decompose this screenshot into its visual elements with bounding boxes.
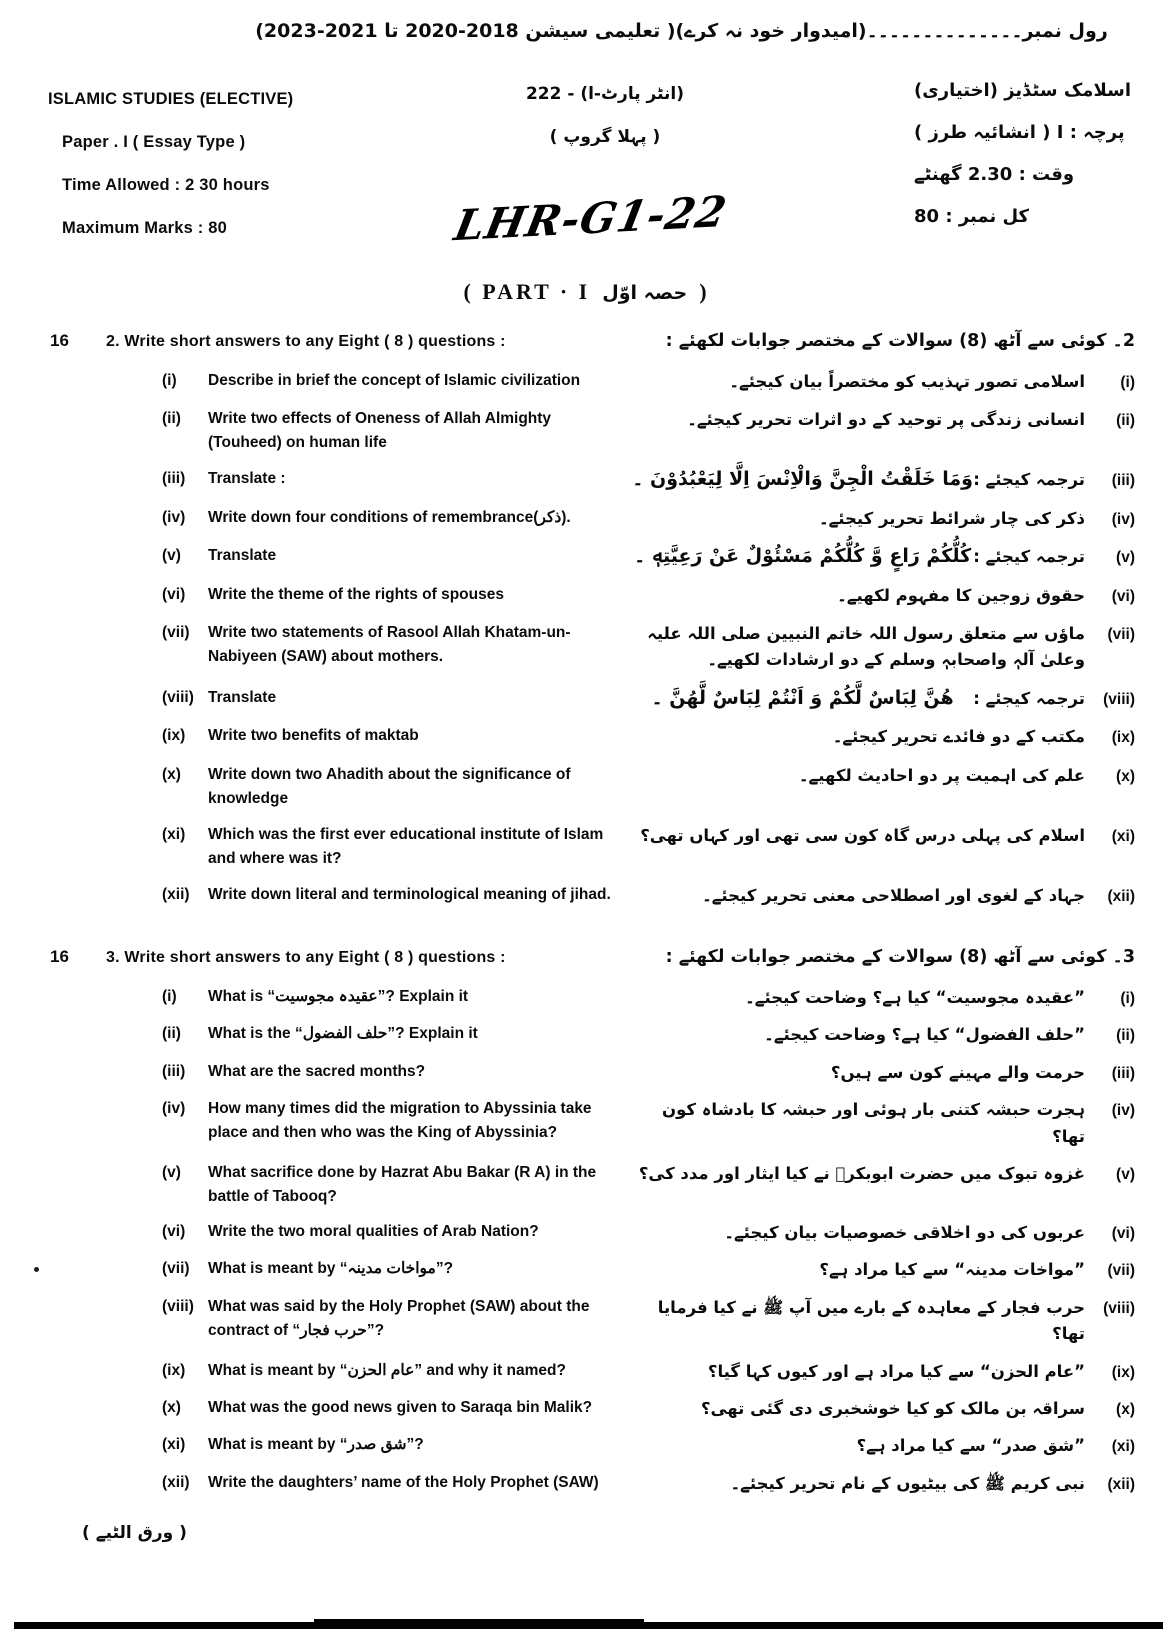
question-number-ur: (ix)	[1111, 1363, 1135, 1381]
question-en	[162, 1396, 632, 1420]
question-number-ur: (iv)	[1111, 1102, 1135, 1120]
question-text-ur: عربوں کی دو اخلاقی خصوصیات بیان کیجئے۔	[724, 1222, 1085, 1242]
question-en	[162, 544, 632, 568]
question-row	[162, 1471, 1135, 1497]
question-en	[162, 985, 632, 1009]
question-ur	[764, 1022, 1135, 1048]
handwritten-mark: LHR-G1-22	[450, 186, 732, 251]
question-ur	[701, 1396, 1135, 1422]
question-ur	[833, 724, 1135, 750]
question-number-ur: (ix)	[1111, 729, 1135, 747]
question-text-en: What was said by the Holy Prophet (SAW) about the contract of “حرب فجار”?	[208, 1297, 590, 1339]
question-en	[162, 1022, 632, 1046]
question-ur	[973, 544, 1135, 570]
question-ur	[857, 1433, 1135, 1459]
section-intro-en: 3. Write short answers to any Eight ( 8 ) questions :	[106, 949, 506, 966]
section-intro-ur: 2۔ کوئی سے آٹھ (8) سوالات کے مختصر جوابات لکھئے :	[665, 331, 1135, 351]
question-number-en: (xi)	[162, 825, 186, 843]
question-ur	[632, 621, 1135, 674]
question-text-en: Describe in brief the concept of Islamic civilization	[208, 372, 581, 389]
question-row	[162, 823, 1135, 871]
question-row	[162, 1396, 1135, 1422]
question-number-en: (viii)	[162, 1297, 194, 1315]
question-text-en: Write two statements of Rasool Allah Khatam-un-Nabiyeen (SAW) about mothers.	[208, 623, 571, 665]
question-number-ur: (vii)	[1107, 625, 1135, 643]
paper-code-line: 222 - (انٹر پارٹ-ا)	[525, 84, 685, 104]
question-number-ur: (xi)	[1111, 1438, 1135, 1456]
question-en	[162, 1359, 632, 1383]
question-number-en: (xii)	[162, 1473, 190, 1491]
question-en	[162, 1257, 632, 1281]
time-allowed-ur: وقت : 2.30 گھنٹے	[914, 164, 1075, 185]
question-number-en: (iii)	[162, 470, 186, 488]
question-text-ur: غزوہ تبوک میں حضرت ابوبکرؓ نے کیا ایثار اور مدد کی؟	[638, 1163, 1085, 1183]
question-text-en: Translate :	[208, 470, 286, 488]
question-text-ur: حرمت والے مہینے کون سے ہیں؟	[830, 1062, 1085, 1082]
question-number-ur: (vii)	[1107, 1262, 1135, 1280]
question-text-ur: مکتب کے دو فائدے تحریر کیجئے۔	[832, 727, 1085, 747]
question-row	[162, 1220, 1135, 1246]
question-text-ur: جہاد کے لغوی اور اصطلاحی معنی تحریر کیجئے۔	[702, 885, 1085, 905]
maximum-marks-en: Maximum Marks : 80	[62, 219, 227, 237]
question-ur	[837, 583, 1135, 609]
question-text-en: Write the two moral qualities of Arab Nation?	[208, 1222, 539, 1240]
question-text-en: What are the sacred months?	[208, 1062, 426, 1080]
question-ur	[831, 1060, 1135, 1086]
question-text-ur: ترجمہ کیجئے :	[973, 470, 1085, 490]
section-marks: 16	[50, 331, 69, 350]
section-intro-row	[50, 331, 1135, 351]
question-text-ur: حقوق زوجین کا مفہوم لکھیے۔	[837, 585, 1085, 605]
question-en	[162, 724, 632, 748]
question-number-ur: (iii)	[1111, 472, 1135, 490]
question-en	[162, 1433, 632, 1457]
question-number-ur: (x)	[1116, 1400, 1135, 1418]
question-text-ur: سراقہ بن مالک کو کیا خوشخبری دی گئی تھی؟	[700, 1398, 1085, 1418]
question-number-en: (ii)	[162, 1025, 181, 1043]
question-ur	[632, 1097, 1135, 1150]
question-number-ur: (ii)	[1116, 412, 1135, 430]
turn-over-note: ( ورق الٹیے )	[82, 1523, 187, 1544]
question-text-ur: ماؤں سے متعلق رسول اللہ خاتم النبیین صلی اللہ علیہ وعلیٰ آلہٖ واصحابہٖ وسلم کے دو ارشادات لکھیے۔	[647, 623, 1085, 670]
question-number-ur: (xii)	[1107, 887, 1135, 905]
section	[50, 331, 1135, 909]
question-text-en: What is the “حلف الفضول”? Explain it	[208, 1025, 478, 1043]
question-en	[162, 763, 632, 811]
part-heading-paren: )	[699, 279, 710, 304]
question-ur	[973, 467, 1135, 493]
question-number-en: (i)	[162, 988, 177, 1005]
question-text-en: What sacrifice done by Hazrat Abu Bakar (R A) in the battle of Tabooq?	[208, 1163, 597, 1205]
question-row	[162, 985, 1135, 1011]
question-text-ur: ترجمہ کیجئے :	[973, 688, 1085, 708]
question-ur	[724, 1220, 1135, 1246]
question-row	[162, 1161, 1135, 1209]
question-number-en: (vii)	[162, 1260, 190, 1278]
time-allowed-en: Time Allowed : 2 30 hours	[62, 176, 270, 194]
question-text-en: Translate	[208, 547, 277, 565]
question-ur	[973, 686, 1135, 712]
question-text-en: What is meant by “شق صدر”?	[208, 1436, 424, 1454]
question-number-en: (ix)	[162, 727, 186, 745]
question-text-en: What is “عقیدہ مجوسیت”? Explain it	[208, 988, 469, 1005]
question-number-en: (ix)	[162, 1361, 186, 1379]
scan-artifact-line	[14, 1622, 1163, 1629]
question-text-ur: اسلامی تصور تہذیب کو مختصراً بیان کیجئے۔	[729, 372, 1085, 391]
question-ur	[708, 1359, 1135, 1385]
question-ur	[702, 883, 1135, 909]
question-en	[162, 1097, 632, 1145]
subject-title-en: ISLAMIC STUDIES (ELECTIVE)	[48, 90, 294, 108]
question-number-ur: (v)	[1116, 549, 1135, 567]
question-text-ur: نبی کریم ﷺ کی بیٹیوں کے نام تحریر کیجئے۔	[730, 1473, 1085, 1493]
question-sections	[0, 305, 1173, 1497]
part-heading	[0, 279, 1173, 305]
question-row	[162, 544, 1135, 570]
question-en	[162, 1161, 632, 1209]
question-ur	[799, 763, 1135, 789]
question-text-ur: ”مواخات مدینہ“ سے کیا مراد ہے؟	[819, 1260, 1085, 1280]
question-number-ur: (viii)	[1103, 690, 1135, 708]
question-en	[162, 583, 632, 607]
question-en	[162, 467, 632, 491]
question-row	[162, 407, 1135, 455]
question-number-ur: (x)	[1116, 767, 1135, 785]
section-intro-row	[50, 947, 1135, 967]
question-row	[162, 686, 1135, 712]
paper-header	[0, 42, 1173, 277]
question-row	[162, 724, 1135, 750]
question-text-en: Write down four conditions of remembrance(ذکر).	[208, 508, 571, 526]
question-text-en: What was the good news given to Saraqa bin Malik?	[208, 1398, 593, 1416]
question-number-en: (ii)	[162, 410, 181, 428]
question-text-ur: حرب فجار کے معاہدہ کے بارے میں آپ ﷺ نے کیا فرمایا تھا؟	[657, 1297, 1085, 1344]
question-number-ur: (vi)	[1111, 587, 1135, 605]
total-marks-ur: کل نمبر : 80	[914, 206, 1029, 227]
question-ur	[632, 1295, 1135, 1348]
question-text-ur: ”عقیدہ مجوسیت“ کیا ہے؟ وضاحت کیجئے۔	[745, 988, 1085, 1007]
question-number-en: (vi)	[162, 1222, 186, 1240]
question-text-en: How many times did the migration to Abyssinia take place and then who was the King of Abyssinia?	[208, 1100, 592, 1142]
question-en	[162, 1060, 632, 1084]
question-number-en: (iv)	[162, 508, 186, 526]
question-number-en: (xii)	[162, 885, 190, 903]
question-text-ur: اسلام کی پہلی درس گاہ کون سی تھی اور کہاں تھی؟	[640, 825, 1085, 845]
part-heading-en: ( PART · I	[463, 279, 591, 304]
question-text-en: Translate	[208, 688, 277, 706]
question-ur	[640, 823, 1135, 849]
question-number-en: (iii)	[162, 1062, 186, 1080]
question-number-en: (vi)	[162, 585, 186, 603]
header-left-column	[48, 90, 293, 262]
question-text-ur: علم کی اہمیت پر دو احادیث لکھیے۔	[798, 765, 1085, 785]
question-ur	[729, 369, 1135, 395]
question-text-en: What is meant by “مواخات مدینہ”?	[208, 1260, 454, 1278]
question-en	[162, 369, 632, 393]
section-intro-en: 2. Write short answers to any Eight ( 8 ) questions :	[106, 333, 506, 350]
question-text-ur: ہجرت حبشہ کتنی بار ہوئی اور حبشہ کا بادشاہ کون تھا؟	[662, 1100, 1085, 1146]
question-en	[162, 621, 632, 669]
section-gap	[50, 921, 1135, 947]
question-text-en: Write down two Ahadith about the significance of knowledge	[208, 765, 571, 807]
question-ur	[639, 1161, 1135, 1187]
question-row	[162, 621, 1135, 674]
question-row	[162, 467, 1135, 493]
question-number-en: (iv)	[162, 1100, 186, 1118]
question-text-ur: ذکر کی چار شرائط تحریر کیجئے۔	[818, 508, 1085, 528]
question-number-ur: (ii)	[1116, 1027, 1135, 1045]
paper-type-en: Paper . I ( Essay Type )	[62, 133, 246, 151]
question-number-ur: (iii)	[1111, 1064, 1135, 1082]
question-row	[162, 1433, 1135, 1459]
question-number-ur: (xii)	[1107, 1475, 1135, 1493]
question-ur	[745, 985, 1135, 1011]
question-text-en: Which was the first ever educational institute of Islam and where was it?	[208, 825, 604, 867]
part-heading-ur: حصہ اوّل	[602, 282, 688, 304]
question-number-en: (x)	[162, 765, 181, 783]
question-text-ur: ترجمہ کیجئے :	[973, 547, 1085, 567]
question-row	[162, 883, 1135, 909]
question-text-en: Write the daughters’ name of the Holy Prophet (SAW)	[208, 1473, 599, 1491]
question-en	[162, 1295, 632, 1343]
question-row	[162, 1295, 1135, 1348]
question-en	[162, 823, 632, 871]
subject-title-ur: اسلامک سٹڈیز (اختیاری)	[914, 80, 1131, 101]
question-number-ur: (vi)	[1111, 1224, 1135, 1242]
question-number-en: (i)	[162, 372, 177, 389]
section-intro-ur: 3۔ کوئی سے آٹھ (8) سوالات کے مختصر جوابات لکھئے :	[665, 947, 1135, 967]
question-ur	[819, 1257, 1135, 1283]
question-row	[162, 763, 1135, 811]
question-number-ur: (xi)	[1111, 827, 1135, 845]
question-number-ur: (iv)	[1111, 510, 1135, 528]
question-number-en: (viii)	[162, 688, 194, 706]
question-text-en: Write down literal and terminological meaning of jihad.	[208, 885, 611, 903]
question-number-en: (vii)	[162, 623, 190, 641]
question-text-en: Write two effects of Oneness of Allah Almighty (Touheed) on human life	[208, 410, 552, 452]
question-row	[162, 1257, 1135, 1283]
question-ur	[687, 407, 1135, 433]
group-line: ( پہلا گروپ )	[549, 127, 661, 147]
question-text-en: What is meant by “عام الحزن” and why it named?	[208, 1361, 566, 1379]
scan-artifact-dot	[34, 1267, 39, 1272]
arabic-quote: وَمَا خَلَقْتُ الْجِنَّ وَالْاِنْسَ اِلَّا لِیَعْبُدُوْنَ ۔	[632, 468, 973, 491]
question-en	[162, 1471, 632, 1495]
question-number-en: (v)	[162, 1163, 181, 1181]
question-number-ur: (i)	[1120, 374, 1135, 391]
question-text-en: Write two benefits of maktab	[208, 727, 419, 745]
question-en	[162, 686, 632, 710]
question-row	[162, 1022, 1135, 1048]
question-text-en: Write the theme of the rights of spouses	[208, 585, 504, 603]
question-text-ur: ”عام الحزن“ سے کیا مراد ہے اور کیوں کہا گیا؟	[707, 1361, 1085, 1381]
arabic-quote: كُلُّكُمْ رَاعٍ وَّ كُلُّكُمْ مَسْئُوْلٌ عَنْ رَعِیَّتِهٖ ۔	[634, 545, 972, 568]
question-number-ur: (i)	[1120, 990, 1135, 1007]
header-center-column	[420, 84, 790, 169]
question-text-ur: ”شق صدر“ سے کیا مراد ہے؟	[856, 1436, 1085, 1456]
question-number-en: (xi)	[162, 1436, 186, 1454]
question-row	[162, 506, 1135, 532]
section	[50, 947, 1135, 1497]
question-row	[162, 369, 1135, 395]
question-ur	[731, 1471, 1135, 1497]
question-ur	[819, 506, 1135, 532]
question-text-ur: ”حلف الفضول“ کیا ہے؟ وضاحت کیجئے۔	[764, 1025, 1085, 1045]
header-right-column	[914, 80, 1131, 248]
roll-number-line: رول نمبر۔۔۔۔۔۔۔۔۔۔۔۔۔۔(امیدوار خود نہ کرے)( تعلیمی سیشن 2018-2020 تا 2021-2023)	[255, 20, 1108, 42]
paper-type-ur: پرچہ : I ( انشائیہ طرز )	[914, 122, 1125, 143]
question-row	[162, 1060, 1135, 1086]
question-number-ur: (viii)	[1103, 1299, 1135, 1317]
question-number-en: (v)	[162, 547, 181, 565]
section-marks: 16	[50, 947, 69, 966]
question-number-en: (x)	[162, 1398, 181, 1416]
question-row	[162, 1097, 1135, 1150]
question-row	[162, 583, 1135, 609]
question-number-ur: (v)	[1116, 1165, 1135, 1183]
question-row	[162, 1359, 1135, 1385]
question-en	[162, 407, 632, 455]
question-text-ur: انسانی زندگی پر توحید کے دو اثرات تحریر کیجئے۔	[687, 410, 1085, 430]
question-en	[162, 1220, 632, 1244]
question-en	[162, 883, 632, 907]
arabic-quote: هُنَّ لِبَاسٌ لَّكُمْ وَ اَنْتُمْ لِبَاسٌ لَّهُنَّ ۔	[651, 686, 954, 709]
question-en	[162, 506, 632, 530]
